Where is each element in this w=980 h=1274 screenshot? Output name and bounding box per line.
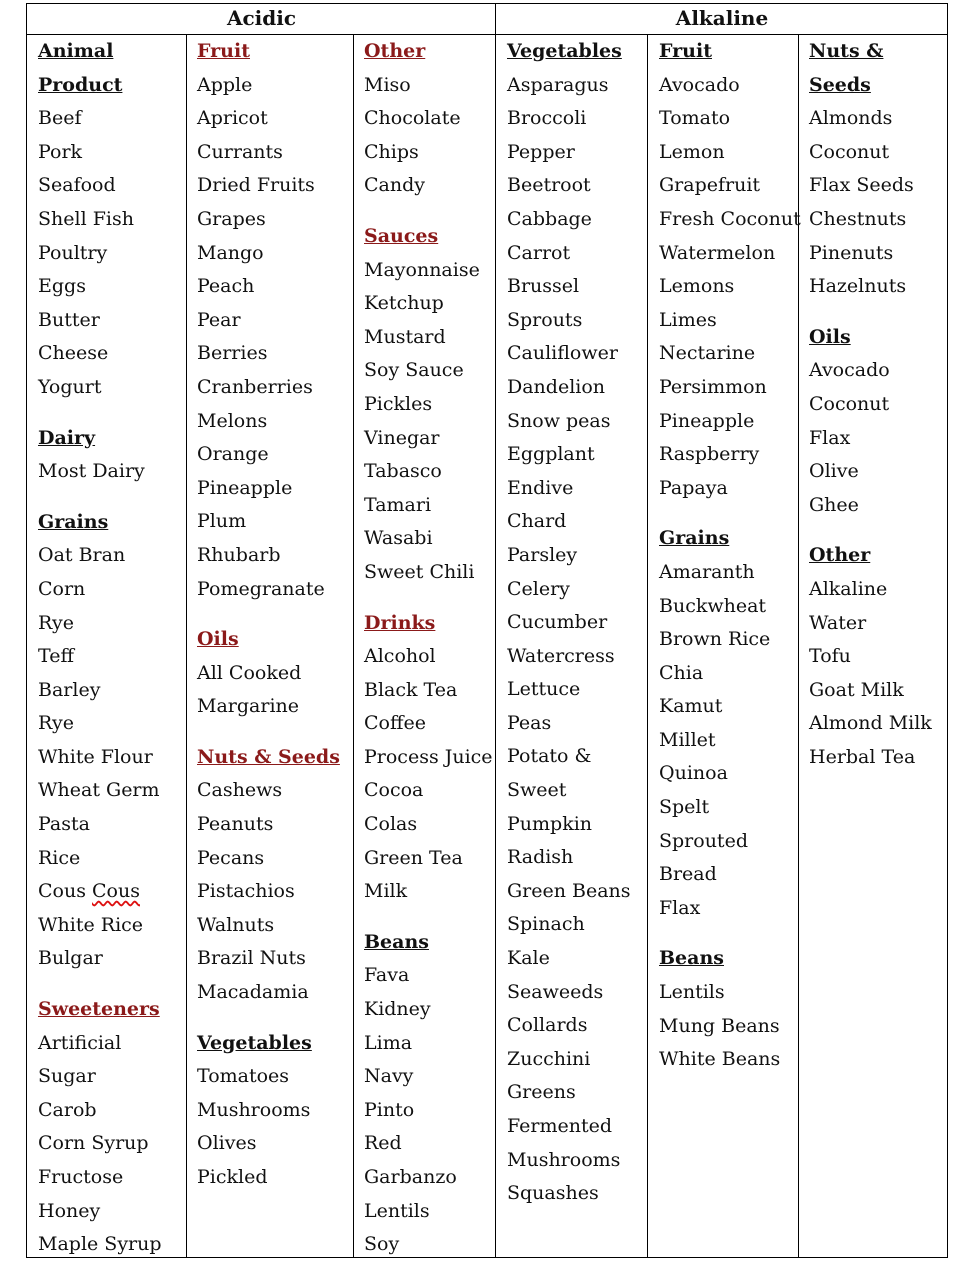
food-item: Almond Milk — [809, 712, 932, 735]
food-item: Garbanzo — [364, 1166, 457, 1188]
food-item: Coffee — [364, 712, 426, 735]
category-heading: Other — [364, 40, 426, 62]
food-item: Macadamia — [197, 981, 309, 1004]
food-item: Brown Rice — [659, 628, 771, 651]
block-gap — [364, 591, 493, 608]
food-item: Colas — [364, 813, 418, 836]
category-heading: Oils — [809, 325, 851, 348]
block-gap — [38, 406, 162, 423]
food-item: Maple Syrup — [38, 1233, 162, 1256]
food-item: Mushrooms — [507, 1148, 621, 1171]
food-item: Pomegranate — [197, 577, 325, 600]
category-heading: Grains — [659, 527, 730, 550]
food-item: Sweet — [507, 779, 567, 802]
food-item: Watermelon — [659, 241, 776, 264]
block-gap — [364, 910, 493, 927]
food-item: Melons — [197, 409, 268, 432]
food-item: Corn Syrup — [38, 1132, 149, 1155]
category-heading: Product — [38, 73, 123, 96]
food-item: Flax Seeds — [809, 174, 914, 197]
food-item: Rhubarb — [197, 543, 281, 566]
food-item: Pork — [38, 140, 83, 163]
food-item: Grapefruit — [659, 174, 761, 197]
food-item: White Rice — [38, 913, 144, 936]
food-item: Fresh Coconut — [659, 207, 801, 230]
food-item: Peach — [197, 275, 255, 298]
food-item: Butter — [38, 308, 100, 331]
food-item: Rye — [38, 611, 74, 634]
food-item: Soy — [364, 1233, 400, 1256]
block-gap — [364, 204, 493, 221]
food-item: Collards — [507, 1014, 588, 1037]
food-item: Artificial — [38, 1031, 122, 1054]
food-item: Rye — [38, 712, 74, 735]
food-item: Pepper — [507, 140, 575, 163]
food-item: Green Beans — [507, 879, 631, 902]
food-item: Wheat Germ — [38, 779, 160, 802]
food-item: Honey — [38, 1199, 101, 1222]
food-item: Process Juice — [364, 745, 493, 768]
food-item: Teff — [38, 645, 74, 668]
food-item: Watercress — [507, 644, 615, 667]
food-item: Avocado — [659, 73, 740, 96]
food-item: Chocolate — [364, 107, 461, 130]
food-item: Flax — [809, 426, 851, 449]
food-item: Cranberries — [197, 375, 313, 398]
food-item: White Flour — [38, 745, 153, 768]
food-item: Mushrooms — [197, 1098, 311, 1121]
category-heading: Animal — [38, 40, 114, 62]
food-item: Herbal Tea — [809, 745, 916, 768]
category-heading: Vegetables — [197, 1031, 312, 1054]
food-item: Lentils — [364, 1199, 430, 1222]
food-item: Beetroot — [507, 174, 591, 197]
column-alkaline-2 — [659, 36, 801, 1078]
col-divider-acid-alk — [495, 4, 496, 1257]
food-item: Spelt — [659, 796, 710, 819]
food-item: Margarine — [197, 695, 299, 718]
food-item: Berries — [197, 342, 268, 365]
food-item: Bread — [659, 863, 717, 886]
food-item: Parsley — [507, 543, 578, 566]
category-heading: Oils — [197, 628, 239, 651]
food-item: Wasabi — [364, 527, 433, 550]
food-item: Peas — [507, 711, 552, 734]
food-item: Sprouts — [507, 308, 583, 331]
food-item: Pistachios — [197, 880, 295, 903]
category-heading: Fruit — [659, 40, 712, 62]
food-item: Papaya — [659, 476, 728, 499]
food-item: Fermented — [507, 1115, 613, 1137]
food-item: White Beans — [659, 1048, 781, 1071]
food-item: Corn — [38, 577, 86, 600]
food-item: Lentils — [659, 981, 725, 1004]
category-heading: Other — [809, 544, 871, 567]
block-gap — [659, 926, 801, 943]
food-item: Brazil Nuts — [197, 947, 306, 970]
category-heading: Beans — [659, 947, 724, 970]
food-item: Lettuce — [507, 678, 581, 701]
category-heading: Nuts & Seeds — [197, 745, 340, 768]
food-item: Celery — [507, 577, 570, 600]
food-item: Amaranth — [659, 560, 755, 583]
block-gap — [197, 725, 340, 742]
food-item: Milk — [364, 880, 408, 903]
food-item: Pinenuts — [809, 241, 894, 264]
category-heading: Vegetables — [507, 40, 622, 62]
food-item: Endive — [507, 476, 574, 499]
food-item: Eggs — [38, 275, 86, 298]
food-item: Pear — [197, 308, 241, 331]
header-acidic: Acidic — [226, 6, 297, 30]
food-item: Rice — [38, 846, 81, 869]
food-item: Fructose — [38, 1166, 124, 1188]
food-item: Grapes — [197, 207, 266, 230]
food-item: Pasta — [38, 813, 90, 836]
food-item: Alcohol — [364, 645, 436, 668]
food-item: Tabasco — [364, 460, 442, 483]
food-item: Dried Fruits — [197, 174, 315, 197]
col-divider — [647, 34, 648, 1257]
food-item: Dandelion — [507, 375, 606, 398]
food-item: Broccoli — [507, 107, 587, 130]
food-item: Potato & — [507, 745, 592, 768]
food-item: Sweet Chili — [364, 560, 475, 583]
food-item: Pineapple — [197, 476, 293, 499]
food-item: Hazelnuts — [809, 275, 907, 298]
food-item: Lemons — [659, 275, 735, 298]
category-heading: Beans — [364, 930, 429, 953]
food-item: Coconut — [809, 392, 890, 415]
food-item: Millet — [659, 728, 716, 751]
food-item: Currants — [197, 140, 283, 163]
food-item: Sugar — [38, 1065, 96, 1088]
food-table — [26, 3, 948, 1258]
food-item: Green Tea — [364, 846, 463, 869]
food-item: Fava — [364, 964, 410, 987]
food-item: Pumpkin — [507, 812, 593, 835]
block-gap — [809, 523, 932, 540]
food-item: Poultry — [38, 241, 108, 264]
block-gap — [38, 490, 162, 507]
food-item: Carob — [38, 1098, 97, 1121]
food-item: Kidney — [364, 998, 431, 1021]
food-item: Kamut — [659, 695, 723, 718]
col-divider — [353, 34, 354, 1257]
category-heading: Fruit — [197, 40, 250, 62]
food-item: Pinto — [364, 1098, 415, 1121]
category-heading: Grains — [38, 510, 109, 533]
food-item: Goat Milk — [809, 678, 904, 701]
food-item: Raspberry — [659, 443, 760, 466]
food-item: Pickled — [197, 1166, 268, 1188]
food-item: Peanuts — [197, 813, 274, 836]
food-item: Tamari — [364, 493, 432, 516]
food-item: Chia — [659, 661, 704, 684]
food-item: Cucumber — [507, 611, 608, 634]
column-alkaline-3 — [809, 36, 932, 775]
category-heading: Nuts & — [809, 40, 884, 62]
food-item: Eggplant — [507, 443, 595, 466]
food-item: Mayonnaise — [364, 258, 480, 281]
food-item: Cheese — [38, 342, 109, 365]
food-item: Cashews — [197, 779, 283, 802]
food-item: Seafood — [38, 174, 116, 197]
food-item: Barley — [38, 678, 101, 701]
food-item: Candy — [364, 174, 425, 197]
food-item: Carrot — [507, 241, 571, 264]
food-item: Pecans — [197, 846, 265, 869]
food-item: Cocoa — [364, 779, 424, 802]
food-item: Seaweeds — [507, 980, 604, 1003]
food-item: Persimmon — [659, 375, 767, 398]
food-item: Water — [809, 611, 867, 634]
block-gap — [197, 1011, 340, 1028]
food-item: Chestnuts — [809, 207, 907, 230]
food-item: Apricot — [197, 107, 268, 130]
food-item: Walnuts — [197, 913, 275, 936]
food-item: Oat Bran — [38, 544, 126, 567]
food-item: Kale — [507, 947, 550, 970]
food-item: Plum — [197, 510, 247, 533]
column-acidic-2 — [197, 36, 340, 1196]
food-item: Greens — [507, 1081, 576, 1104]
food-item: All Cooked — [197, 661, 302, 684]
food-item: Flax — [659, 896, 701, 919]
food-item: Most Dairy — [38, 460, 145, 483]
food-item: Spinach — [507, 913, 585, 936]
food-item: Coconut — [809, 140, 890, 163]
food-item: Yogurt — [38, 375, 102, 398]
category-heading: Drinks — [364, 611, 436, 634]
food-item: Buckwheat — [659, 594, 767, 617]
food-item: Beef — [38, 107, 82, 130]
column-acidic-3 — [364, 36, 493, 1263]
block-gap — [659, 506, 801, 523]
food-item: Apple — [197, 73, 253, 96]
block-gap — [197, 607, 340, 624]
food-item: Zucchini — [507, 1047, 591, 1070]
food-item: Orange — [197, 443, 269, 466]
food-item: Squashes — [507, 1182, 599, 1205]
column-acidic-1 — [38, 36, 162, 1263]
food-item: Miso — [364, 73, 411, 96]
food-item: Bulgar — [38, 947, 103, 970]
block-gap — [809, 305, 932, 322]
food-item: Mung Beans — [659, 1014, 780, 1037]
food-item: Brussel — [507, 275, 580, 298]
food-item: Shell Fish — [38, 207, 134, 230]
food-item: Chard — [507, 510, 567, 533]
food-item: Pineapple — [659, 409, 755, 432]
food-item: Olive — [809, 460, 859, 483]
food-item: Soy Sauce — [364, 359, 464, 382]
food-item: Mustard — [364, 325, 446, 348]
food-item: Vinegar — [364, 426, 440, 449]
category-heading: Seeds — [809, 73, 871, 96]
food-item: Cabbage — [507, 207, 592, 230]
food-item: Radish — [507, 846, 574, 869]
food-item: Mango — [197, 241, 264, 264]
spellcheck-word: Cous — [92, 880, 140, 903]
category-heading: Dairy — [38, 426, 96, 449]
column-alkaline-1 — [507, 36, 631, 1212]
food-item: Avocado — [809, 359, 890, 382]
category-heading: Sweeteners — [38, 998, 160, 1021]
food-item: Navy — [364, 1065, 414, 1088]
header-divider — [27, 34, 947, 35]
food-item: Lemon — [659, 140, 725, 163]
food-item: Cous Cous — [38, 880, 140, 903]
food-item: Tofu — [809, 645, 851, 668]
food-item: Red — [364, 1132, 402, 1155]
food-item: Snow peas — [507, 409, 611, 432]
food-item: Chips — [364, 140, 419, 163]
header-alkaline: Alkaline — [675, 6, 769, 30]
food-item: Limes — [659, 308, 717, 331]
food-item: Olives — [197, 1132, 257, 1155]
food-item: Almonds — [809, 107, 893, 130]
category-heading: Sauces — [364, 224, 439, 247]
food-item: Ghee — [809, 493, 859, 516]
block-gap — [38, 977, 162, 994]
food-item: Lima — [364, 1031, 413, 1054]
food-item: Sprouted — [659, 829, 748, 852]
food-item: Pickles — [364, 392, 433, 415]
food-item: Quinoa — [659, 762, 728, 785]
food-item: Tomato — [659, 107, 731, 130]
food-item: Tomatoes — [197, 1065, 290, 1088]
food-item: Asparagus — [507, 73, 609, 96]
food-item: Black Tea — [364, 678, 458, 701]
col-divider — [186, 34, 187, 1257]
food-item: Cauliflower — [507, 342, 618, 365]
food-item: Alkaline — [809, 577, 888, 600]
food-item: Ketchup — [364, 292, 444, 315]
food-item: Nectarine — [659, 342, 756, 365]
